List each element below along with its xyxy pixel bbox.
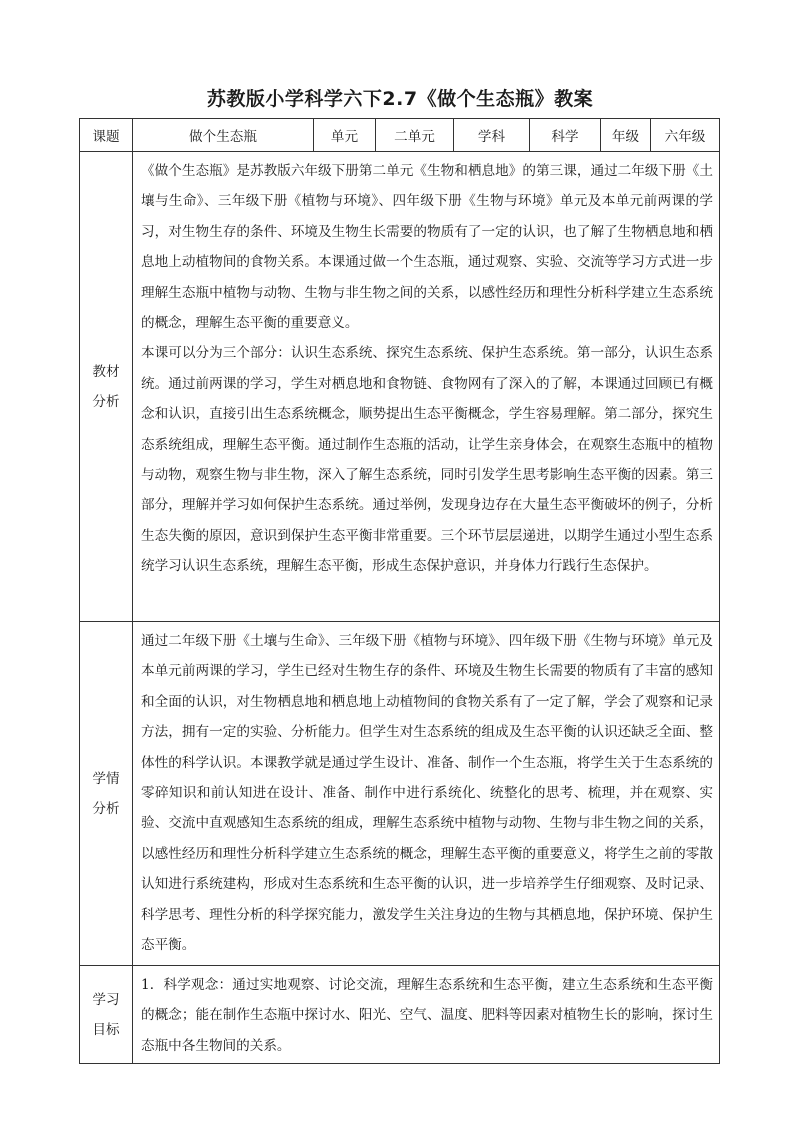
textbook-paragraph-1: 《做个生态瓶》是苏教版六年级下册第二单元《生物和栖息地》的第三课，通过二年级下册《土壤与生命》、三年级下册《植物与环境》、四年级下册《生物与环境》单元及本单元前两课的学习，对生物生存的条件、环境及生物生长需要的物质有了一定的认识，也了解了生物栖息地和栖息地上动植物间的食物关系。本课通过做一个生态瓶，通过观察、实验、交流等学习方式进一步理解生态瓶中植物与动物、生物与非生物之间的关系，以感性经历和理性分析科学建立生态系统的概念，理解生态平衡的重要意义。 bbox=[141, 163, 713, 332]
topic-value: 做个生态瓶 bbox=[133, 119, 314, 152]
subject-value: 科学 bbox=[530, 119, 601, 152]
document-title: 苏教版小学科学六下2.7《做个生态瓶》教案 bbox=[206, 88, 594, 110]
topic-label: 课题 bbox=[80, 119, 133, 152]
header-row bbox=[80, 119, 720, 152]
grade-value: 六年级 bbox=[651, 119, 720, 152]
goals-paragraph-1: 1．科学观念：通过实地观察、讨论交流，理解生态系统和生态平衡，建立生态系统和生态平衡的概念；能在制作生态瓶中探讨水、阳光、空气、温度、肥料等因素对植物生长的影响，探讨生态瓶中各生物间的关系。 bbox=[141, 977, 713, 1054]
unit-value: 二单元 bbox=[376, 119, 454, 152]
student-analysis-row bbox=[80, 622, 720, 966]
learning-goals-label: 学习 目标 bbox=[80, 966, 133, 1064]
textbook-analysis-row bbox=[80, 152, 720, 622]
student-paragraph-1: 通过二年级下册《土壤与生命》、三年级下册《植物与环境》、四年级下册《生物与环境》单元及本单元前两课的学习，学生已经对生物生存的条件、环境及生物生长需要的物质有了丰富的感知和全面的认识，对生物栖息地和栖息地上动植物间的食物关系有了一定了解，学会了观察和记录方法，拥有一定的实验、分析能力。但学生对生态系统的组成及生态平衡的认识还缺乏全面、整体性的科学认识。本课教学就是通过学生设计、准备、制作一个生态瓶，将学生关于生态系统的零碎知识和前认知进在设计、准备、制作中进行系统化、统整化的思考、梳理，并在观察、实验、交流中直观感知生态系统的组成，理解生态系统中植物与动物、生物与非生物之间的关系，以感性经历和理性分析科学建立生态系统的概念，理解生态平衡的重要意义，将学生之前的零散认知进行系统建构，形成对生态系统和生态平衡的认识，进一步培养学生仔细观察、及时记录、科学思考、理性分析的科学探究能力，激发学生关注身边的生物与其栖息地，保护环境、保护生态平衡。 bbox=[141, 633, 713, 954]
learning-goals-content bbox=[133, 966, 720, 1064]
grade-label: 年级 bbox=[601, 119, 651, 152]
lesson-plan-table bbox=[79, 118, 720, 1064]
subject-label: 学科 bbox=[454, 119, 530, 152]
learning-goals-row bbox=[80, 966, 720, 1064]
textbook-analysis-content bbox=[133, 152, 720, 622]
textbook-analysis-label: 教材 分析 bbox=[80, 152, 133, 622]
textbook-paragraph-2: 本课可以分为三个部分：认识生态系统、探究生态系统、保护生态系统。第一部分，认识生态系统。通过前两课的学习，学生对栖息地和食物链、食物网有了深入的了解，本课通过回顾已有概念和认识，直接引出生态系统概念，顺势提出生态平衡概念，学生容易理解。第二部分，探究生态系统组成，理解生态平衡。通过制作生态瓶的活动，让学生亲身体会，在观察生态瓶中的植物与动物，观察生物与非生物，深入了解生态系统，同时引发学生思考影响生态平衡的因素。第三部分，理解并学习如何保护生态系统。通过举例，发现身边存在大量生态平衡破坏的例子，分析生态失衡的原因，意识到保护生态平衡非常重要。三个环节层层递进，以期学生通过小型生态系统学习认识生态系统，理解生态平衡，形成生态保护意识，并身体力行践行生态保护。 bbox=[141, 345, 713, 575]
student-analysis-label: 学情 分析 bbox=[80, 622, 133, 966]
unit-label: 单元 bbox=[314, 119, 376, 152]
student-analysis-content bbox=[133, 622, 720, 966]
